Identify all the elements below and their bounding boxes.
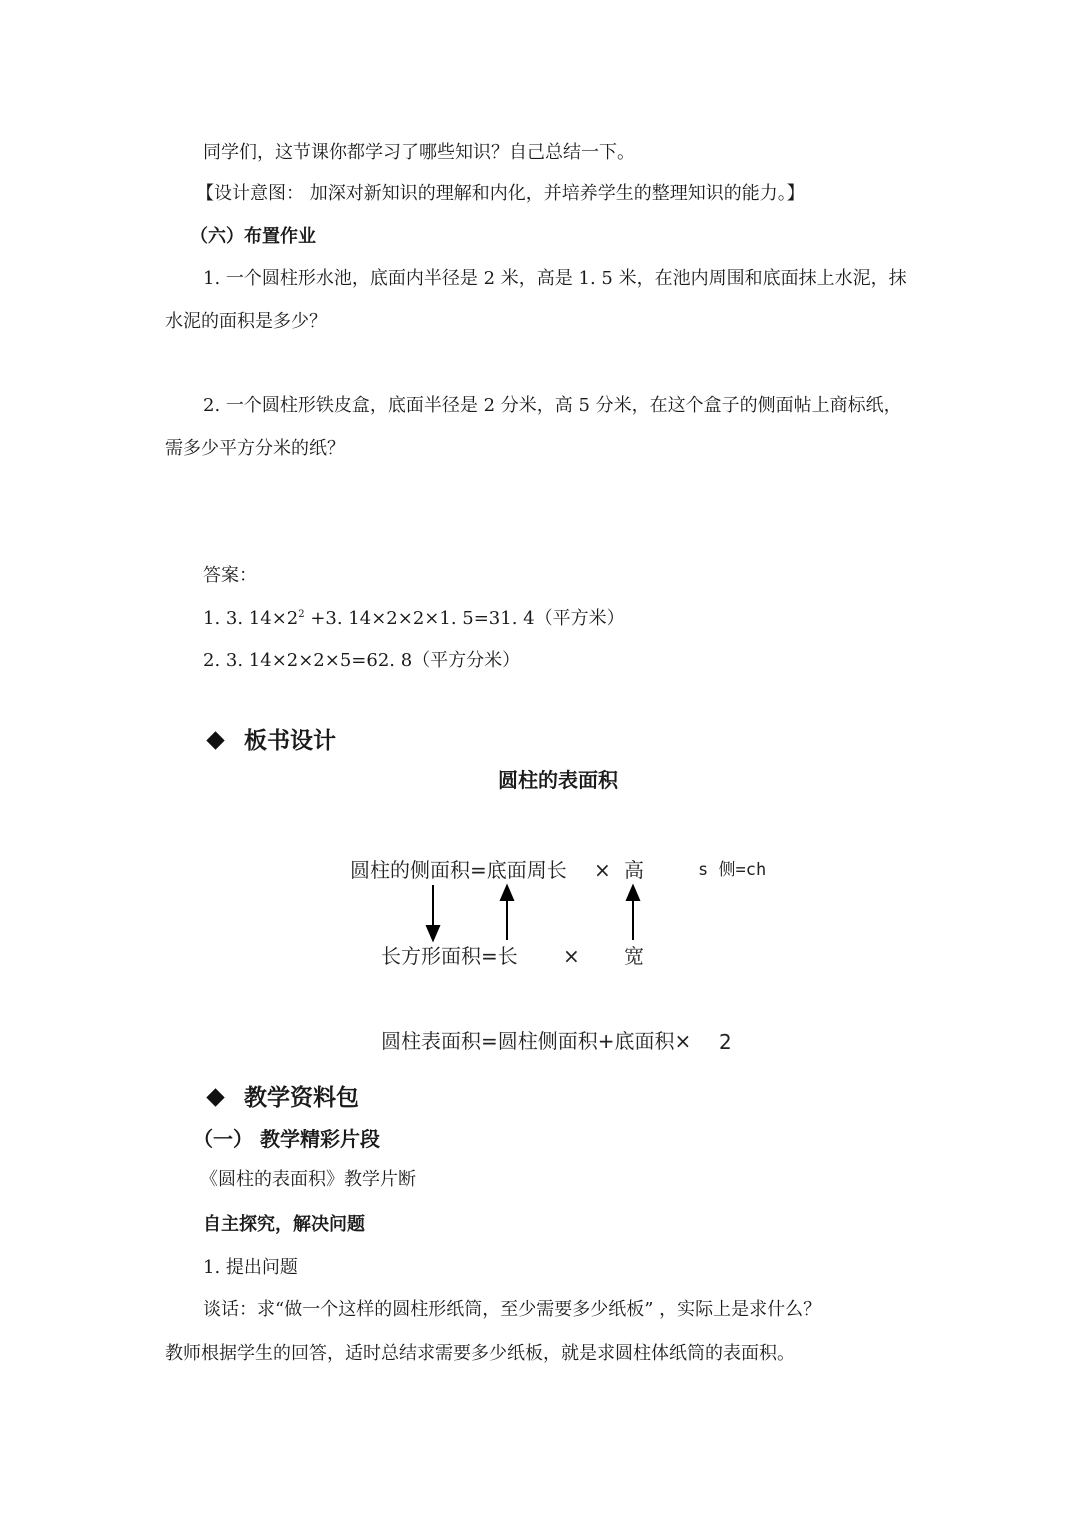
arrow-up-head-1: [501, 886, 513, 900]
board-row1-formula: s 侧=ch: [698, 860, 767, 880]
board-title: 圆柱的表面积: [498, 768, 618, 792]
answer-1-before: 1. 3. 14×2: [203, 608, 299, 629]
materials-subheading: （一） 教学精彩片段: [193, 1127, 380, 1151]
answers-label: 答案：: [203, 565, 257, 586]
explore-heading: 自主探究，解决问题: [203, 1214, 365, 1235]
materials-heading-text: 教学资料包: [244, 1084, 359, 1111]
homework-heading: （六）布置作业: [190, 226, 316, 247]
board-row2-left: 长方形面积=长: [381, 944, 518, 968]
homework-q1-line1: 1. 一个圆柱形水池，底面内半径是 2 米，高是 1. 5 米，在池内周围和底面抹上水泥，抹: [203, 268, 907, 289]
homework-q1-line2: 水泥的面积是多少？: [165, 311, 327, 332]
board-row3-num: 2: [719, 1030, 732, 1054]
arrow-up-head-2: [627, 886, 639, 900]
talk-text: 谈话：求“做一个这样的圆柱形纸筒，至少需要多少纸板” ，实际上是求什么？: [203, 1299, 822, 1320]
homework-q2-line1: 2. 一个圆柱形铁皮盒，底面半径是 2 分米，高 5 分米，在这个盒子的侧面帖上商标纸，: [203, 395, 902, 416]
board-row2-times: ×: [563, 944, 580, 968]
materials-heading: [205, 1086, 359, 1109]
answer-1-superscript: 2: [298, 609, 305, 620]
design-intent: 【设计意图： 加深对新知识的理解和内化，并培养学生的整理知识的能力。】: [196, 183, 805, 204]
teacher-text: 教师根据学生的回答，适时总结求需要多少纸板，就是求圆柱体纸筒的表面积。: [165, 1343, 795, 1364]
board-row1-high: 高: [624, 858, 644, 882]
diamond-bullet-icon: [206, 1088, 224, 1106]
answer-1-after: +3. 14×2×2×1. 5=31. 4（平方米）: [304, 608, 625, 629]
board-row2-wide: 宽: [624, 944, 644, 968]
book-title: 《圆柱的表面积》教学片断: [200, 1169, 416, 1190]
summary-prompt: 同学们，这节课你都学习了哪些知识？自己总结一下。: [203, 142, 635, 163]
answer-2: 2. 3. 14×2×2×5=62. 8（平方分米）: [203, 650, 521, 671]
board-row1-left: 圆柱的侧面积=底面周长: [350, 858, 567, 882]
board-row3: 圆柱表面积=圆柱侧面积+底面积×: [381, 1029, 692, 1053]
step-1: 1. 提出问题: [203, 1257, 298, 1278]
arrow-down-head: [427, 926, 439, 940]
homework-q2-line2: 需多少平方分米的纸？: [165, 438, 345, 459]
board-row1-times: ×: [594, 858, 611, 882]
board-design-heading-text: 板书设计: [244, 727, 336, 754]
